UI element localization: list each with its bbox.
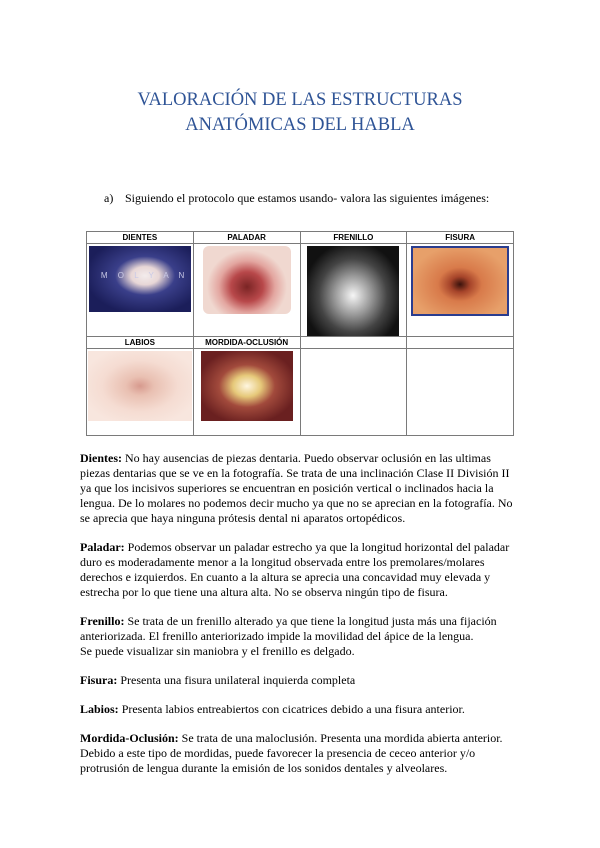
cell-mordida [193, 349, 300, 436]
cell-empty-1 [300, 349, 407, 436]
section-text: No hay ausencias de piezas dentaria. Puedo observar oclusión en las ultimas piezas dentarias que se ve en la fotografía. Se trata de una inclinación Clase II División II ya que los incisivos superiores se encuentran en posición vertical o inclinados hacia la lengua. De lo molares no podemos decir mucho ya que no se aprecian en la fotografía. No se aprecia que haya ninguna prótesis dental ni aparatos ortopédicos. [80, 451, 513, 525]
section-labios [80, 702, 520, 717]
header-fisura: FISURA [407, 232, 514, 244]
image-grid [86, 231, 514, 436]
cell-empty-2 [407, 349, 514, 436]
header-empty-1 [300, 337, 407, 349]
fisura-image [411, 246, 509, 316]
section-label: Labios: [80, 702, 119, 716]
cell-frenillo [300, 244, 407, 337]
intro-instruction [104, 191, 489, 206]
section-paladar [80, 540, 520, 600]
mordida-image [201, 351, 293, 421]
section-label: Fisura: [80, 673, 118, 687]
section-extra-text: Se puede visualizar sin maniobra y el frenillo es delgado. [80, 644, 355, 658]
frenillo-image [307, 246, 399, 336]
dientes-image [89, 246, 191, 312]
header-paladar: PALADAR [193, 232, 300, 244]
labios-image [88, 351, 192, 421]
cell-labios [87, 349, 194, 436]
title-line-2: ANATÓMICAS DEL HABLA [185, 115, 415, 135]
section-fisura [80, 673, 520, 688]
section-label: Frenillo: [80, 614, 125, 628]
document-title [0, 88, 600, 138]
section-text: Podemos observar un paladar estrecho ya que la longitud horizontal del paladar duro es moderadamente menor a la longitud observada entre los premolares/molares derechos e izquierdos. En cuanto a la altura se aprecia una concavidad muy elevada y estrecha por lo que tiene una altura alta. No se observa ningún tipo de fisura. [80, 540, 510, 599]
section-dientes [80, 451, 520, 526]
paladar-image [203, 246, 291, 314]
section-text: Presenta una fisura unilateral inquierda completa [117, 673, 356, 687]
section-label: Mordida-Oclusión: [80, 731, 179, 745]
cell-dientes [87, 244, 194, 337]
section-mordida [80, 731, 520, 776]
title-line-1: VALORACIÓN DE LAS ESTRUCTURAS [137, 90, 463, 110]
section-label: Dientes: [80, 451, 122, 465]
assessment-sections [80, 451, 520, 790]
section-text: Se trata de un frenillo alterado ya que tiene la longitud justa más una fijación anteriorizada. El frenillo anteriorizado impide la movilidad del ápice de la lengua. [80, 614, 497, 643]
header-mordida: MORDIDA-OCLUSIÓN [193, 337, 300, 349]
section-frenillo [80, 614, 520, 659]
header-empty-2 [407, 337, 514, 349]
cell-paladar [193, 244, 300, 337]
list-marker: a) [104, 191, 114, 205]
header-labios: LABIOS [87, 337, 194, 349]
intro-text: Siguiendo el protocolo que estamos usando- valora las siguientes imágenes: [125, 191, 490, 205]
section-text: Presenta labios entreabiertos con cicatrices debido a una fisura anterior. [118, 702, 465, 716]
cell-fisura [407, 244, 514, 337]
section-text: Se trata de una maloclusión. Presenta una mordida abierta anterior. Debido a este tipo de mordidas, puede favorecer la presencia de ceceo anterior y/o protrusión de lengua durante la emisión de los sonidos dentales y alveolares. [80, 731, 503, 775]
section-label: Paladar: [80, 540, 125, 554]
header-dientes: DIENTES [87, 232, 194, 244]
image-watermark: M O L Y A N [100, 271, 189, 280]
header-frenillo: FRENILLO [300, 232, 407, 244]
